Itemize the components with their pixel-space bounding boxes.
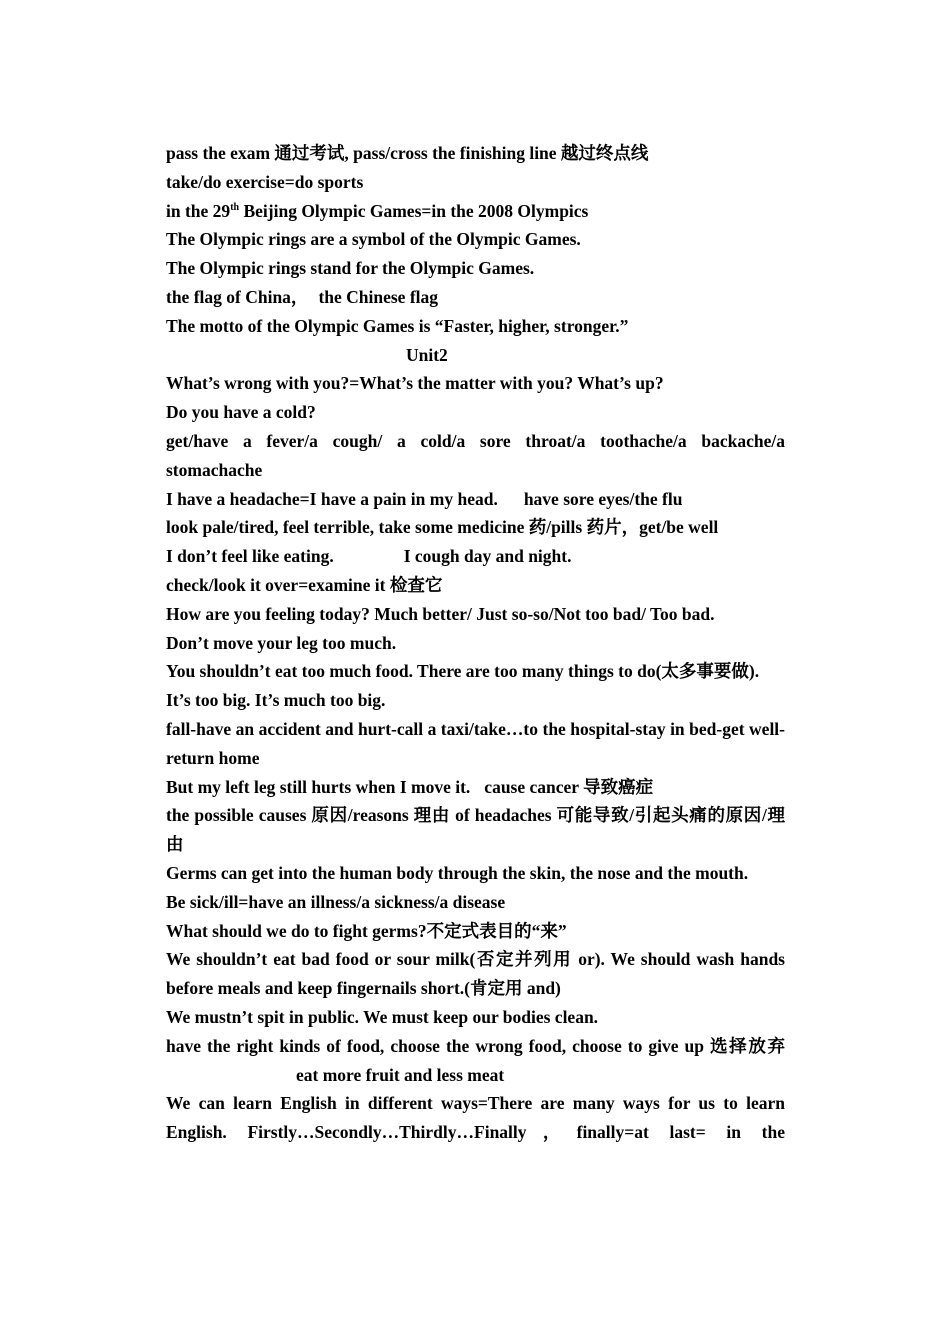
text-line: Don’t move your leg too much. xyxy=(166,632,397,653)
text-line: Be sick/ill=have an illness/a sickness/a disease xyxy=(166,891,506,912)
text-line: The Olympic rings stand for the Olympic Games. xyxy=(166,258,535,279)
text-line: take/do exercise=do sports xyxy=(166,171,364,192)
text-paragraph: the possible causes 原因/reasons 理由 of headaches 可能导致/引起头痛的原因/理由 xyxy=(166,805,785,855)
text-line: What’s wrong with you?=What’s the matter with you? What’s up? xyxy=(166,373,664,394)
text-segment: the flag of China， xyxy=(166,286,309,307)
text-paragraph xyxy=(166,1032,785,1090)
section-heading: Unit2 xyxy=(406,344,448,365)
text-line xyxy=(166,197,785,226)
text-line: pass the exam 通过考试, pass/cross the finishing line 越过终点线 xyxy=(166,143,649,163)
text-paragraph: get/have a fever/a cough/ a cold/a sore throat/a toothache/a backache/a stomachache xyxy=(166,430,785,480)
text-segment: I have a headache=I have a pain in my head. xyxy=(166,488,498,509)
text-line xyxy=(166,485,785,514)
text-line: check/look it over=examine it 检查它 xyxy=(166,574,443,595)
text-line: What should we do to fight germs?不定式表目的“来” xyxy=(166,920,567,941)
text-paragraph: We can learn English in different ways=There are many ways for us to learn English. Firstly…Secondly…Thirdly…Finally，finally=at last= in the xyxy=(166,1093,785,1143)
text-paragraph: fall-have an accident and hurt-call a taxi/take…to the hospital-stay in bed-get well-return home xyxy=(166,718,785,768)
document-body xyxy=(166,139,785,1147)
text-line: It’s too big. It’s much too big. xyxy=(166,690,386,711)
text-segment: cause cancer 导致癌症 xyxy=(484,776,654,797)
text-line xyxy=(166,773,785,802)
text-paragraph: Germs can get into the human body through the skin, the nose and the mouth. xyxy=(166,862,749,883)
text-segment: Beijing Olympic Games=in the 2008 Olympics xyxy=(239,200,589,221)
text-line: The Olympic rings are a symbol of the Olympic Games. xyxy=(166,229,581,250)
text-line: The motto of the Olympic Games is “Faster, higher, stronger.” xyxy=(166,315,629,336)
text-line xyxy=(166,283,785,312)
superscript: th xyxy=(230,201,240,213)
text-segment: I cough day and night. xyxy=(403,546,572,567)
text-segment: eat more fruit and less meat xyxy=(296,1064,505,1085)
text-segment: the Chinese flag xyxy=(318,286,439,307)
text-line: How are you feeling today? Much better/ Just so-so/Not too bad/ Too bad. xyxy=(166,603,715,624)
text-line: look pale/tired, feel terrible, take some medicine 药/pills 药片，get/be well xyxy=(166,517,719,538)
text-segment: in the 29 xyxy=(166,200,231,221)
text-segment: But my left leg still hurts when I move it. xyxy=(166,776,471,797)
text-paragraph: We shouldn’t eat bad food or sour milk(否定并列用 or). We should wash hands before meals and keep fingernails short.(肯定用 and) xyxy=(166,949,785,999)
text-segment: I don’t feel like eating. xyxy=(166,546,334,567)
text-paragraph: You shouldn’t eat too much food. There are too many things to do(太多事要做). xyxy=(166,661,760,682)
text-line: We mustn’t spit in public. We must keep our bodies clean. xyxy=(166,1006,599,1027)
text-line xyxy=(166,542,785,571)
text-line: Do you have a cold? xyxy=(166,402,316,423)
text-segment: have the right kinds of food, choose the wrong food, choose to give up 选择放弃 xyxy=(166,1035,785,1056)
text-segment: have sore eyes/the flu xyxy=(523,488,683,509)
